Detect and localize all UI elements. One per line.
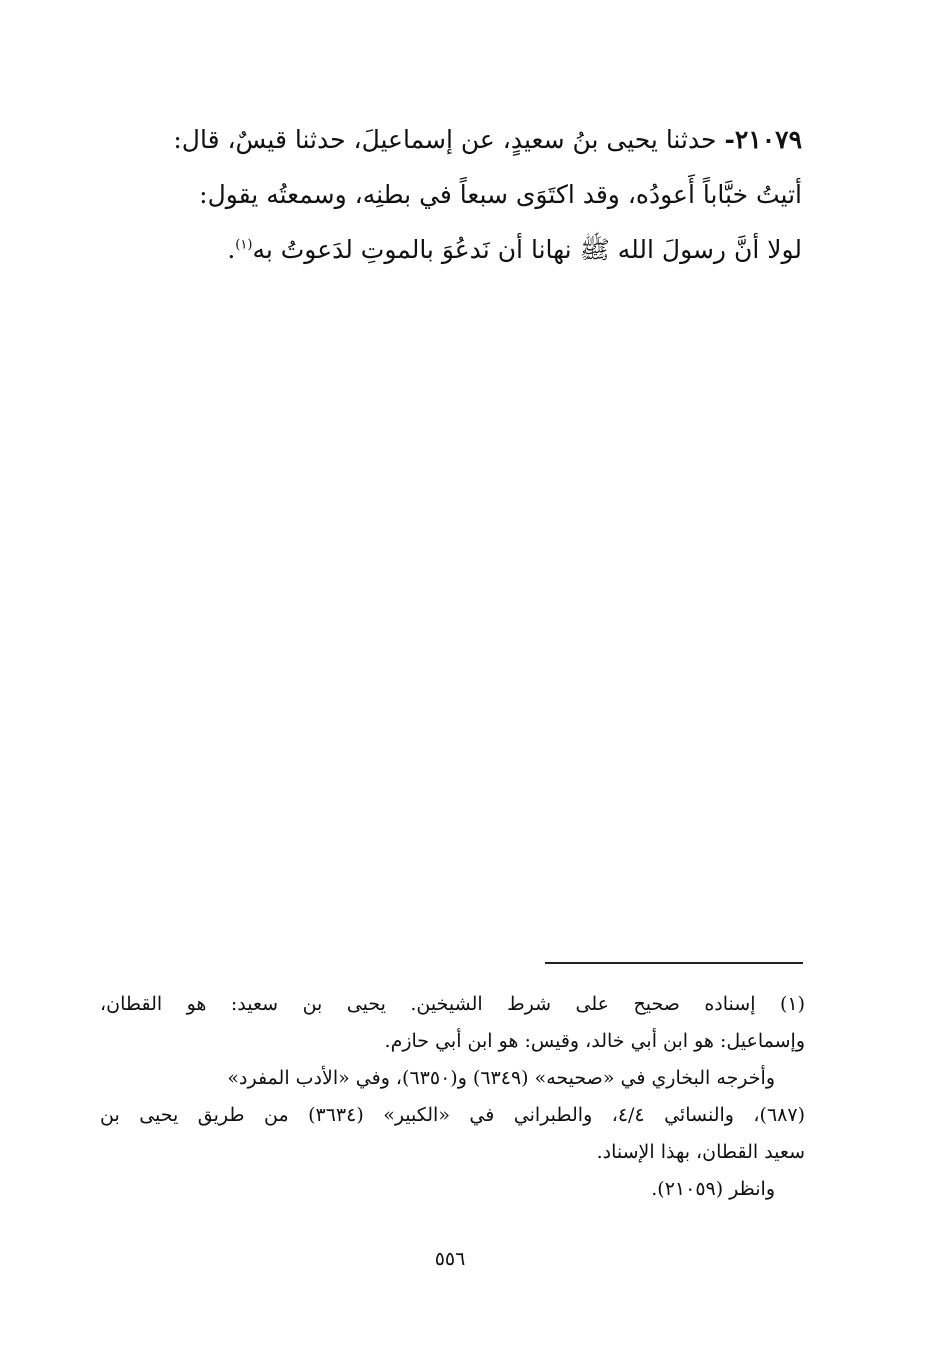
footnote-line-4: (٦٨٧)، والنسائي ٤/٤، والطبراني في «الكبير» (٣٦٣٤) من طريق يحيى بن [100,1104,805,1126]
hadith-line-3-text: لولا أنَّ رسولَ الله ﷺ نهانا أن نَدعُوَ بالموتِ لدَعوتُ به [252,235,802,264]
hadith-text [120,112,802,277]
footnote-separator [545,962,803,964]
page-number: ٥٥٦ [434,1248,466,1270]
hadith-line-1 [120,112,802,167]
footnote-line-5: سعيد القطان، بهذا الإسناد. [596,1141,805,1163]
hadith-line-3 [120,222,802,277]
hadith-number: ٢١٠٧٩- [724,125,802,154]
hadith-end-mark: . [227,235,236,264]
footnote-line-1: (١) إسناده صحيح على شرط الشيخين. يحيى بن سعيد: هو القطان، [100,993,805,1015]
footnote-line-6: وانظر (٢١٠٥٩). [651,1178,775,1200]
footnotes [100,986,805,1208]
footnote-line-3: وأخرجه البخاري في «صحيحه» (٦٣٤٩) و(٦٣٥٠)، وفي «الأدب المفرد» [227,1067,775,1089]
footnote-line-2: وإسماعيل: هو ابن أبي خالد، وقيس: هو ابن أبي حازم. [384,1030,805,1052]
hadith-line-1-text: حدثنا يحيى بنُ سعيدٍ، عن إسماعيلَ، حدثنا قيسٌ، قال: [173,125,717,154]
hadith-line-2: أتيتُ خبَّاباً أَعودُه، وقد اكتَوَى سبعاً في بطنِه، وسمعتُه يقول: [199,180,802,209]
footnote-reference: (١) [235,237,253,253]
